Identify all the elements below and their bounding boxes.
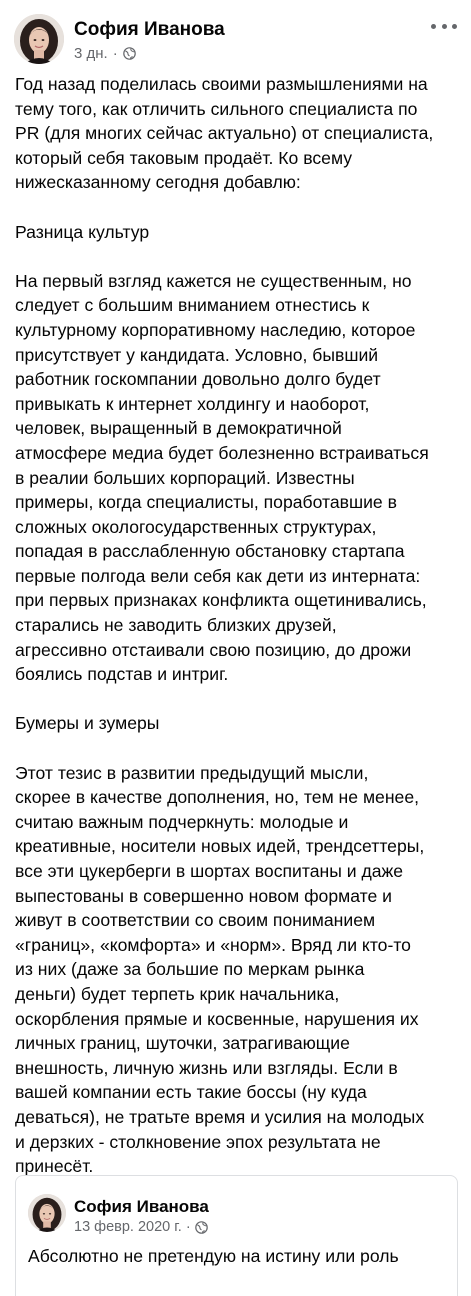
post-text-line: из них (даже за большие по меркам рынка [15, 959, 365, 980]
globe-icon [195, 1221, 208, 1234]
post-text-line: старались не заводить близких друзей, [15, 615, 337, 636]
post-text-line: Этот тезис в развитии предыдущий мысли, [15, 762, 369, 783]
post-text-line: все эти цукерберги в шортах воспитаны и даже [15, 861, 404, 881]
post-text-line: деваться), не тратьте время и усилия на молодых [15, 1106, 425, 1127]
post-text-line: Разница культур [15, 221, 150, 242]
post-text-line: привыкать к интернет холдингу и наоборот, [15, 393, 370, 414]
paragraph-gap [15, 736, 460, 761]
paragraph-gap [15, 195, 460, 220]
meta-separator: · [112, 45, 118, 62]
paragraph-gap [15, 244, 460, 269]
more-options-icon[interactable] [431, 16, 457, 36]
globe-icon[interactable] [123, 47, 136, 60]
post-text-line: сложных окологосударственных структурах, [15, 516, 377, 537]
paragraph-gap [15, 687, 460, 712]
post-text-line: атмосфере медиа будет болезненно встраиваться [15, 442, 429, 463]
post-text-line: деньги) будет терпеть крик начальника, [15, 983, 340, 1004]
post-text-line: Год назад поделилась своими размышлениями на [15, 74, 428, 94]
post-text-line: На первый взгляд кажется не существенным, но [15, 270, 412, 291]
post-text-line: выпестованы в совершенно новом формате и [15, 885, 392, 906]
post-text-line: внешность, личную жизнь или взгляды. Если в [15, 1057, 398, 1078]
post-text-line: боялись подстав и интриг. [15, 664, 229, 685]
post-text-line: агрессивно отстаивали свою позицию, до дрожи [15, 639, 412, 660]
post-text-line: человек, выращенный в демократичной [15, 418, 342, 439]
post-header [0, 0, 471, 68]
post-text-line: «границ», «комфорта» и «норм». Вряд ли кто-то [15, 934, 411, 955]
post-text-line: первые полгода вели себя как дети из интерната: [15, 565, 421, 586]
post-text-line: попадая в расслабленную обстановку стартапа [15, 541, 405, 562]
post-text-line: примеры, когда специалисты, поработавшие в [15, 492, 397, 513]
author-avatar[interactable] [14, 14, 64, 64]
shared-author-avatar[interactable] [28, 1194, 66, 1232]
avatar-photo-icon [28, 1194, 66, 1232]
shared-post[interactable] [15, 1175, 458, 1296]
post-text-line: в реалии больших корпораций. Известны [15, 467, 355, 488]
post-text-line: и дерзких - столкновение эпох результата не [15, 1131, 381, 1152]
post-text-line: PR (для многих сейчас актуально) от специалиста, [15, 123, 434, 144]
shared-meta [74, 1219, 208, 1235]
post-text-line: тему того, как отличить сильного специалиста по [15, 98, 418, 119]
post-text-line: креативные, носители новых идей, трендсеттеры, [15, 836, 425, 857]
avatar-photo-icon [14, 14, 64, 64]
post-text-line: который себя таковым продаёт. Ко всему [15, 147, 353, 168]
shared-post-date[interactable]: 13 февр. 2020 г. [74, 1219, 182, 1235]
post-text-line: живут в соответствии со своим пониманием [15, 910, 376, 931]
post-meta [74, 45, 136, 62]
meta-separator: · [185, 1219, 191, 1235]
post-text-line: принесёт. [15, 1156, 94, 1177]
post-text-line: Бумеры и зумеры [15, 713, 160, 734]
post-text-line: культурному корпоративному наследию, которое [15, 319, 416, 340]
post-text [15, 72, 460, 1179]
post-text-line: нижесказанному сегодня добавлю: [15, 172, 301, 193]
post-text-line: при первых признаках конфликта ощетинивались, [15, 590, 427, 611]
author-name[interactable]: София Иванова [74, 19, 225, 40]
post-text-line: считаю важным подчеркнуть: молодые и [15, 811, 349, 832]
post-text-line: личных границ, шуточки, затрагивающие [15, 1033, 350, 1054]
shared-author-name[interactable]: София Иванова [74, 1197, 209, 1216]
post-text-line: следует с большим вниманием отнестись к [15, 295, 370, 316]
post-text-line: оскорбления прямые и косвенные, нарушения их [15, 1008, 419, 1029]
post-text-line: присутствует у кандидата. Условно, бывший [15, 344, 379, 365]
post-time[interactable]: 3 дн. [74, 45, 108, 62]
post-text-line: работник госкомпании довольно долго будет [15, 369, 381, 390]
post-text-line: скорее в качестве дополнения, но, тем не менее, [15, 787, 420, 808]
shared-post-text: Абсолютно не претендую на истину или роль [28, 1246, 399, 1266]
post-text-line: вашей компании есть такие боссы (ну куда [15, 1082, 367, 1103]
